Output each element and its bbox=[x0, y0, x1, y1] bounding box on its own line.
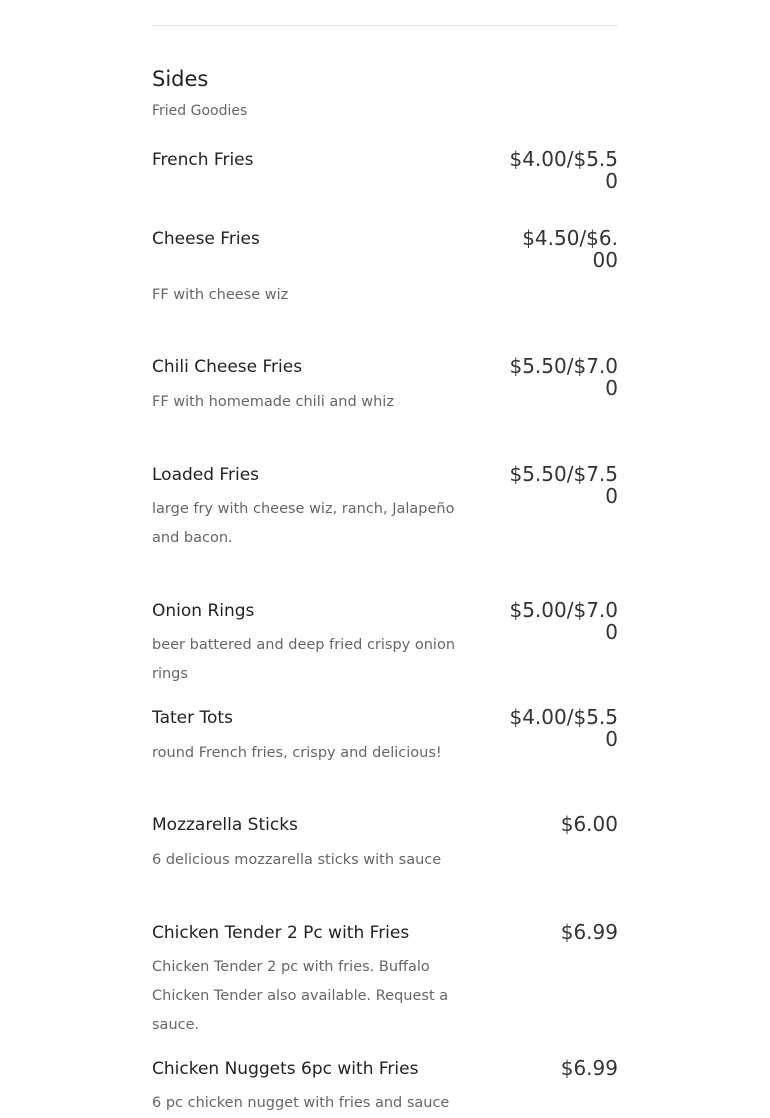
section-title: Sides bbox=[152, 67, 209, 91]
item-description: FF with cheese wiz bbox=[152, 287, 289, 303]
item-price: $4.50/$6.00 bbox=[522, 226, 618, 272]
section-subtitle: Fried Goodies bbox=[152, 103, 248, 119]
item-price: $6.99 bbox=[560, 920, 618, 944]
item-description: FF with homemade chili and whiz bbox=[152, 394, 394, 410]
item-price: $4.00/$5.50 bbox=[509, 147, 618, 193]
item-description: Chicken Tender 2 pc with fries. Buffalo Chicken Tender also available. Request a sauce. bbox=[152, 959, 449, 1033]
item-name: Chicken Nuggets 6pc with Fries bbox=[152, 1059, 419, 1079]
item-description: round French fries, crispy and delicious! bbox=[152, 745, 442, 761]
item-description: 6 pc chicken nugget with fries and sauce bbox=[152, 1095, 450, 1111]
item-price: $5.00/$7.00 bbox=[509, 598, 618, 644]
item-name: French Fries bbox=[152, 150, 254, 170]
item-name: Mozzarella Sticks bbox=[152, 815, 298, 835]
item-description: beer battered and deep fried crispy onion rings bbox=[152, 637, 456, 682]
item-name: Cheese Fries bbox=[152, 229, 260, 249]
section-divider bbox=[152, 25, 618, 26]
item-price: $5.50/$7.00 bbox=[509, 354, 618, 400]
item-description: large fry with cheese wiz, ranch, Jalapeño and bacon. bbox=[152, 501, 455, 546]
item-price: $6.00 bbox=[560, 812, 618, 836]
item-price: $5.50/$7.50 bbox=[509, 462, 618, 508]
item-name: Chicken Tender 2 Pc with Fries bbox=[152, 923, 410, 943]
item-name: Chili Cheese Fries bbox=[152, 357, 303, 377]
item-price: $6.99 bbox=[560, 1056, 618, 1080]
item-name: Onion Rings bbox=[152, 601, 255, 621]
item-name: Loaded Fries bbox=[152, 465, 260, 485]
item-description: 6 delicious mozzarella sticks with sauce bbox=[152, 852, 442, 868]
item-price: $4.00/$5.50 bbox=[509, 705, 618, 751]
item-name: Tater Tots bbox=[152, 708, 233, 728]
